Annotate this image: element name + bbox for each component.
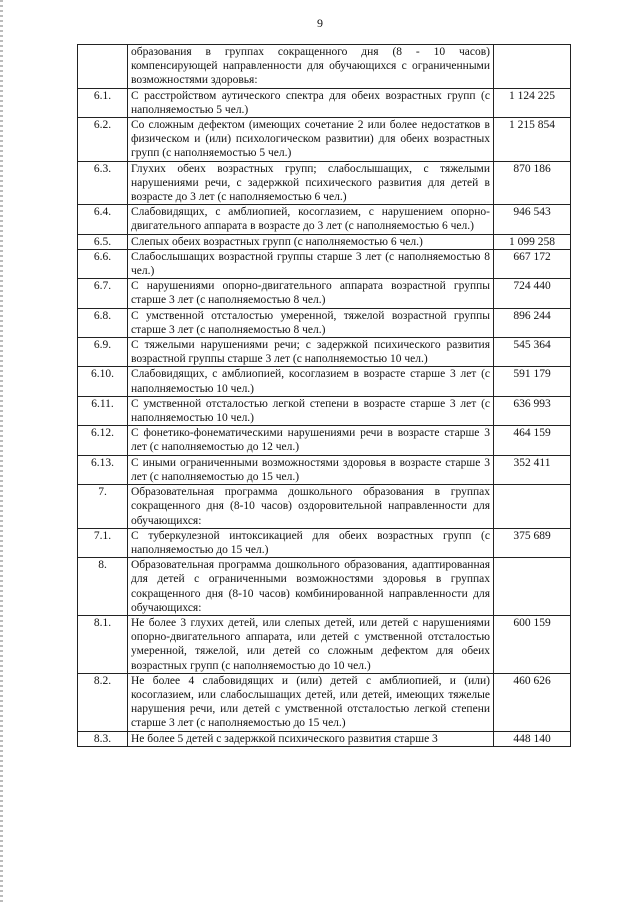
row-amount: 896 244 (494, 308, 571, 337)
row-number: 6.1. (78, 88, 128, 117)
row-number: 6.12. (78, 426, 128, 455)
row-amount: 1 099 258 (494, 234, 571, 249)
table-row (78, 279, 571, 308)
row-description: С умственной отсталостью умеренной, тяжелой возрастной группы старше 3 лет (с наполняемостью 8 чел.) (128, 308, 494, 337)
row-description: С иными ограниченными возможностями здоровья в возрасте старше 3 лет (с наполняемостью до 15 чел.) (128, 455, 494, 484)
row-amount: 448 140 (494, 731, 571, 746)
table-row (78, 673, 571, 731)
row-description: Слабовидящих, с амблиопией, косоглазием в возрасте старше 3 лет (с наполняемостью 10 чел.) (128, 367, 494, 396)
row-description: С туберкулезной интоксикацией для обеих возрастных групп (с наполняемостью до 15 чел.) (128, 528, 494, 557)
row-description: С тяжелыми нарушениями речи; с задержкой психического развития возрастной группы старше 3 лет (с наполняемостью 10 чел.) (128, 338, 494, 367)
tariff-table (77, 44, 571, 747)
row-number: 7. (78, 485, 128, 529)
row-amount: 636 993 (494, 396, 571, 425)
table-row (78, 88, 571, 117)
table-row (78, 367, 571, 396)
table-row (78, 396, 571, 425)
row-amount: 545 364 (494, 338, 571, 367)
row-number: 6.7. (78, 279, 128, 308)
row-amount: 460 626 (494, 673, 571, 731)
row-amount: 870 186 (494, 161, 571, 205)
row-amount: 600 159 (494, 615, 571, 673)
row-number: 6.6. (78, 249, 128, 278)
row-amount (494, 45, 571, 89)
row-number: 8. (78, 558, 128, 616)
row-description: Слабослышащих возрастной группы старше 3 лет (с наполняемостью 8 чел.) (128, 249, 494, 278)
row-number: 8.3. (78, 731, 128, 746)
row-amount: 375 689 (494, 528, 571, 557)
table-row (78, 615, 571, 673)
row-amount: 1 215 854 (494, 118, 571, 162)
row-description: Слабовидящих, с амблиопией, косоглазием, с нарушением опорно-двигательного аппарата в возрасте до 3 лет (с наполняемостью 6 чел.) (128, 205, 494, 234)
row-number: 6.13. (78, 455, 128, 484)
row-amount: 352 411 (494, 455, 571, 484)
row-description: Со сложным дефектом (имеющих сочетание 2 или более недостатков в физическом и (или) психологическом развитии) для обеих возрастных групп (с наполняемостью 5 чел.) (128, 118, 494, 162)
row-description: С умственной отсталостью легкой степени в возрасте старше 3 лет (с наполняемостью 10 чел.) (128, 396, 494, 425)
table-row (78, 205, 571, 234)
row-number: 6.3. (78, 161, 128, 205)
row-amount: 464 159 (494, 426, 571, 455)
row-description: образования в группах сокращенного дня (8 - 10 часов) компенсирующей направленности для обучающихся с ограниченными возможностями здоровья: (128, 45, 494, 89)
row-amount: 724 440 (494, 279, 571, 308)
table-row (78, 338, 571, 367)
row-description: Глухих обеих возрастных групп; слабослышащих, с тяжелыми нарушениями речи, с задержкой психического развития для детей в возрасте до 3 лет (с наполняемостью 6 чел.) (128, 161, 494, 205)
row-description: Не более 5 детей с задержкой психического развития старше 3 (128, 731, 494, 746)
page-number: 9 (317, 16, 323, 30)
table-row (78, 455, 571, 484)
row-number: 6.4. (78, 205, 128, 234)
row-description: Образовательная программа дошкольного образования в группах сокращенного дня (8-10 часов) оздоровительной направленности для обучающихся: (128, 485, 494, 529)
row-description: Образовательная программа дошкольного образования, адаптированная для детей с ограниченными возможностями здоровья в группах сокращенного дня (8-10 часов) комбинированной направленности для обучающихся: (128, 558, 494, 616)
row-description: Не более 4 слабовидящих и (или) детей с амблиопией, и (или) косоглазием, или слабослышащих детей, или детей, имеющих тяжелые нарушения речи, или детей с умственной отсталостью легкой степени старше 3 лет (с наполняемостью до 15 чел.) (128, 673, 494, 731)
row-description: С нарушениями опорно-двигательного аппарата возрастной группы старше 3 лет (с наполняемостью 8 чел.) (128, 279, 494, 308)
row-description: Слепых обеих возрастных групп (с наполняемостью 6 чел.) (128, 234, 494, 249)
row-number: 6.2. (78, 118, 128, 162)
row-number: 6.10. (78, 367, 128, 396)
row-amount: 946 543 (494, 205, 571, 234)
table-row (78, 249, 571, 278)
table-body (78, 45, 571, 747)
row-number: 6.9. (78, 338, 128, 367)
table-row (78, 308, 571, 337)
row-number: 7.1. (78, 528, 128, 557)
table-row (78, 118, 571, 162)
row-description: Не более 3 глухих детей, или слепых детей, или детей с нарушениями опорно-двигательного аппарата, или детей с умственной отсталостью умеренной, тяжелой, или детей со сложным дефектом для обеих возрастных групп (с наполняемостью до 10 чел.) (128, 615, 494, 673)
row-amount: 667 172 (494, 249, 571, 278)
table-row (78, 528, 571, 557)
binding-edge (0, 0, 3, 905)
table-row (78, 485, 571, 529)
row-number: 6.8. (78, 308, 128, 337)
table-row (78, 45, 571, 89)
table-row (78, 426, 571, 455)
row-number: 8.2. (78, 673, 128, 731)
table-row (78, 731, 571, 746)
row-description: С расстройством аутического спектра для обеих возрастных групп (с наполняемостью 5 чел.) (128, 88, 494, 117)
row-amount (494, 558, 571, 616)
table-row (78, 558, 571, 616)
row-number (78, 45, 128, 89)
table-row (78, 234, 571, 249)
row-number: 6.5. (78, 234, 128, 249)
row-number: 6.11. (78, 396, 128, 425)
row-description: С фонетико-фонематическими нарушениями речи в возрасте старше 3 лет (с наполняемостью до 12 чел.) (128, 426, 494, 455)
row-number: 8.1. (78, 615, 128, 673)
row-amount: 1 124 225 (494, 88, 571, 117)
row-amount (494, 485, 571, 529)
row-amount: 591 179 (494, 367, 571, 396)
table-row (78, 161, 571, 205)
